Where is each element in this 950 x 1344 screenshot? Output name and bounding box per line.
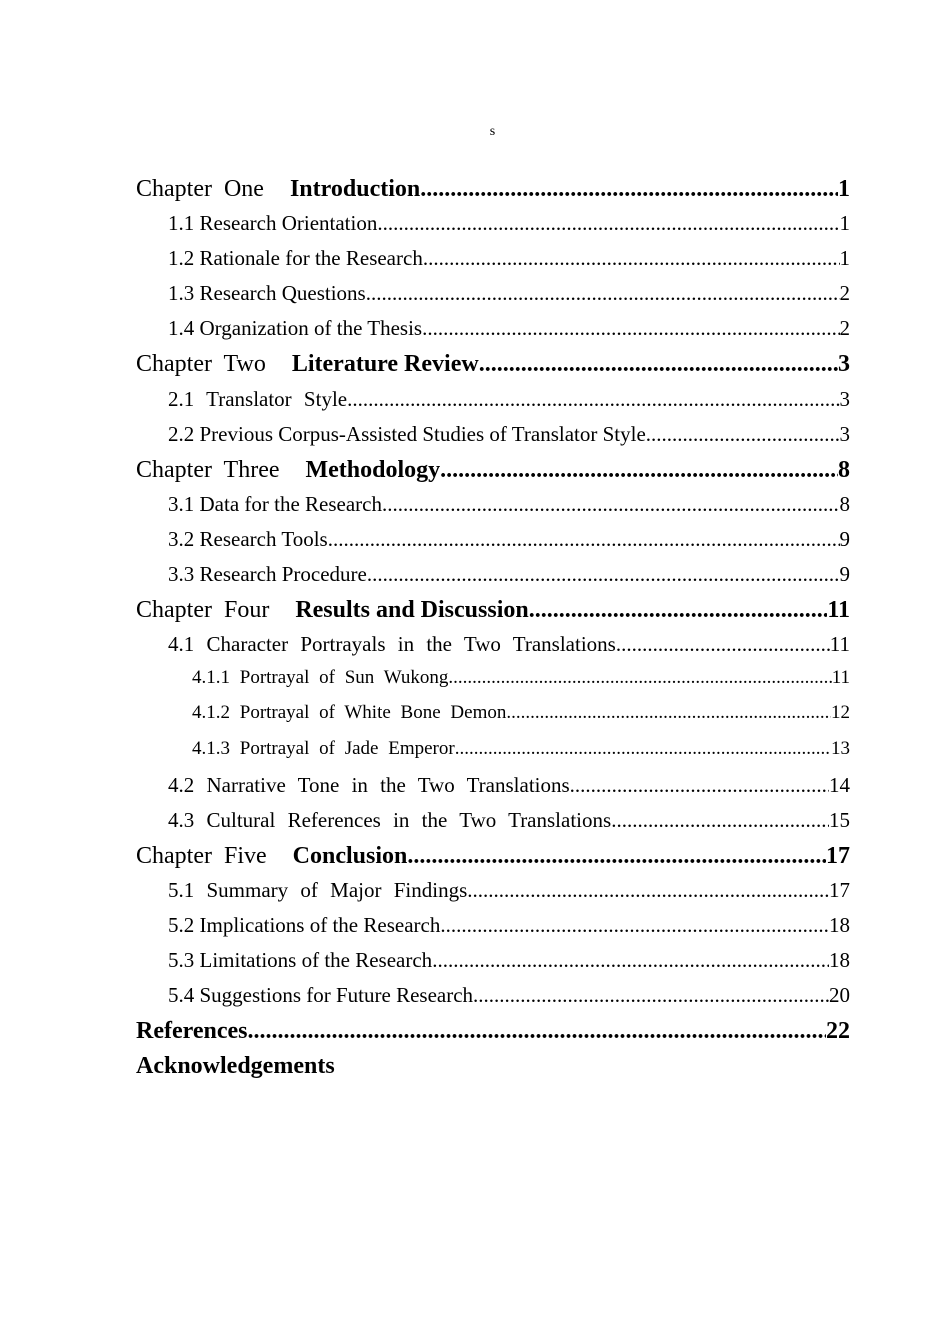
dot-leader [440,913,829,938]
dot-leader [347,387,839,412]
dot-leader [448,667,831,689]
dot-leader [455,738,831,760]
page-marker: s [489,124,496,139]
dot-leader [328,527,840,552]
toc-section-2-1[interactable] [136,387,850,422]
section-title: 3.3 Research Procedure [168,562,367,587]
dot-leader [367,562,840,587]
toc-section-3-3[interactable] [136,562,850,597]
section-title: 4.2 Narrative Tone in the Two Translations [168,772,570,797]
toc-chapter-one[interactable] [136,176,850,211]
toc-subsection-4-1-2[interactable] [136,702,850,737]
subsection-title: 4.1.3 Portrayal of Jade Emperor [192,737,455,759]
toc-section-4-1[interactable] [136,632,850,667]
toc-section-1-3[interactable] [136,281,850,316]
section-title: 5.1 Summary of Major Findings [168,877,468,902]
section-title: 3.1 Data for the Research [168,491,382,516]
page-number: 17 [829,877,850,902]
page-number: 18 [829,912,850,937]
section-title: 5.2 Implications of the Research [168,912,441,937]
page-number: 1 [839,246,850,271]
subsection-title: 4.1.2 Portrayal of White Bone Demon [192,702,507,724]
toc-entry-label [136,176,420,203]
page-number: 12 [831,702,850,724]
toc-entry-label [136,843,407,870]
chapter-prefix: Chapter Three [136,456,280,483]
toc-entry-label [136,597,529,624]
section-title: 5.4 Suggestions for Future Research [168,983,474,1008]
toc-entry-label [136,457,440,484]
section-title: 4.3 Cultural References in the Two Translations [168,807,612,832]
page-number: 8 [839,491,850,516]
page-number: 2 [839,281,850,306]
dot-leader [407,843,826,870]
page-number: 18 [829,948,850,973]
page-number: 9 [839,526,850,551]
section-title: 5.3 Limitations of the Research [168,948,433,973]
dot-leader [248,1018,827,1045]
dot-leader [646,422,840,447]
chapter-title: Introduction [289,176,421,202]
table-of-contents [136,176,850,1088]
toc-section-5-3[interactable] [136,948,850,983]
page-number: 3 [839,421,850,446]
chapter-title: Conclusion [292,842,408,869]
toc-section-1-1[interactable] [136,211,850,246]
chapter-title: Literature Review [291,351,479,378]
page-number: 17 [826,842,850,869]
toc-section-1-4[interactable] [136,316,850,351]
toc-section-3-1[interactable] [136,492,850,527]
toc-acknowledgements[interactable] [136,1053,850,1088]
chapter-title: Methodology [305,456,441,483]
dot-leader [570,773,829,798]
toc-chapter-four[interactable] [136,597,850,632]
dot-leader [529,597,828,624]
references-title: References [136,1018,248,1045]
chapter-title: Results and Discussion [295,597,529,624]
page-number: 11 [827,597,850,624]
page-number: 22 [826,1018,850,1045]
section-title: 1.1 Research Orientation [168,211,378,236]
toc-chapter-two[interactable] [136,351,850,386]
dot-leader [467,878,829,903]
dot-leader [366,281,840,306]
toc-section-2-2[interactable] [136,422,850,457]
toc-chapter-five[interactable] [136,843,850,878]
section-title: 2.1 Translator Style [168,386,348,411]
page-number: 1 [839,211,850,236]
dot-leader [616,632,830,657]
toc-chapter-three[interactable] [136,457,850,492]
section-title: 4.1 Character Portrayals in the Two Translations [168,632,616,657]
dot-leader [611,808,829,833]
page-number: 11 [829,632,850,657]
toc-section-4-3[interactable] [136,808,850,843]
page-number: 1 [838,176,850,202]
page-number: 11 [831,667,850,689]
section-title: 1.2 Rationale for the Research [168,246,423,271]
chapter-prefix: Chapter Five [136,842,267,869]
dot-leader [420,176,838,203]
toc-section-5-4[interactable] [136,983,850,1018]
chapter-prefix: Chapter One [136,176,264,202]
page-number: 20 [829,983,850,1008]
dot-leader [432,948,829,973]
dot-leader [473,983,829,1008]
section-title: 3.2 Research Tools [168,526,328,551]
dot-leader [382,492,840,517]
dot-leader [479,351,838,378]
page-number: 3 [838,351,850,378]
toc-section-3-2[interactable] [136,527,850,562]
dot-leader [422,316,839,341]
section-title: 2.2 Previous Corpus-Assisted Studies of Translator Style [168,421,646,446]
page-number: 15 [829,807,850,832]
chapter-prefix: Chapter Two [136,351,266,378]
page-number: 2 [839,316,850,341]
toc-entry-label [136,351,479,378]
dot-leader [506,702,831,724]
toc-section-4-2[interactable] [136,773,850,808]
toc-section-5-2[interactable] [136,913,850,948]
toc-references[interactable] [136,1018,850,1053]
page-number: 3 [839,386,850,411]
toc-subsection-4-1-3[interactable] [136,738,850,773]
dot-leader [440,457,838,484]
dot-leader [377,211,839,236]
page-number: 14 [829,772,850,797]
section-title: 1.4 Organization of the Thesis [168,316,423,341]
acknowledgements-title: Acknowledgements [136,1053,335,1080]
dot-leader [423,246,840,271]
page-number: 13 [831,737,850,759]
page-number: 9 [839,562,850,587]
toc-section-5-1[interactable] [136,878,850,913]
toc-subsection-4-1-1[interactable] [136,667,850,702]
section-title: 1.3 Research Questions [168,281,366,306]
page-number: 8 [838,456,850,483]
chapter-prefix: Chapter Four [136,597,270,624]
toc-section-1-2[interactable] [136,246,850,281]
subsection-title: 4.1.1 Portrayal of Sun Wukong [192,667,449,689]
